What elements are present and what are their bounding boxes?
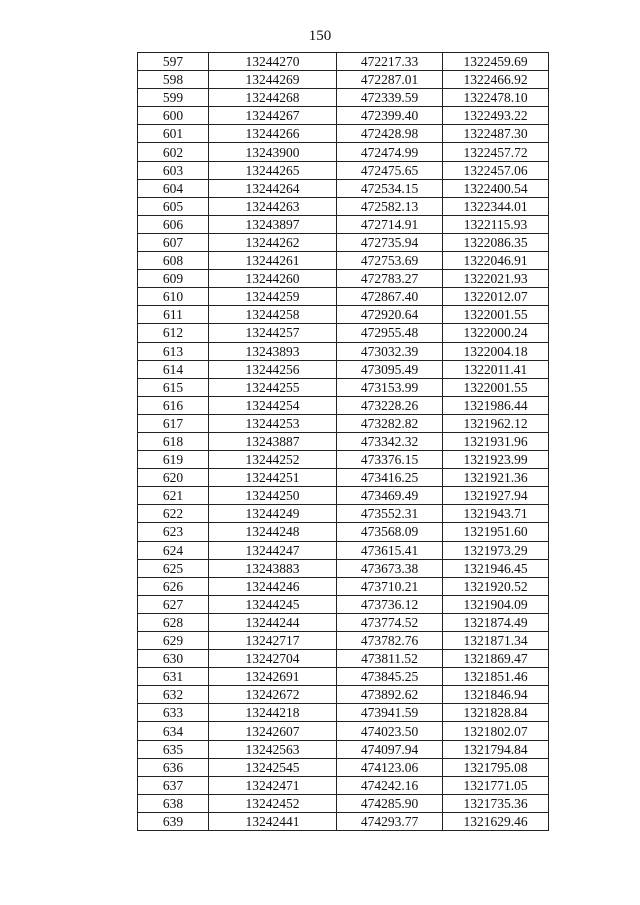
cadastral-id-cell: 13244253 bbox=[209, 414, 337, 432]
table-row bbox=[138, 451, 549, 469]
y-coordinate-cell: 1322012.07 bbox=[443, 288, 549, 306]
y-coordinate-cell: 1321828.84 bbox=[443, 704, 549, 722]
cadastral-id-cell: 13244270 bbox=[209, 53, 337, 71]
x-coordinate-cell: 473282.82 bbox=[337, 414, 443, 432]
table-row bbox=[138, 776, 549, 794]
cadastral-id-cell: 13244269 bbox=[209, 71, 337, 89]
cadastral-id-cell: 13242672 bbox=[209, 686, 337, 704]
x-coordinate-cell: 473774.52 bbox=[337, 613, 443, 631]
table-row bbox=[138, 758, 549, 776]
cadastral-id-cell: 13242704 bbox=[209, 650, 337, 668]
y-coordinate-cell: 1321869.47 bbox=[443, 650, 549, 668]
cadastral-id-cell: 13243883 bbox=[209, 559, 337, 577]
table-row bbox=[138, 378, 549, 396]
point-number-cell: 625 bbox=[138, 559, 209, 577]
y-coordinate-cell: 1321629.46 bbox=[443, 812, 549, 830]
point-number-cell: 630 bbox=[138, 650, 209, 668]
point-number-cell: 605 bbox=[138, 197, 209, 215]
table-row bbox=[138, 89, 549, 107]
y-coordinate-cell: 1321920.52 bbox=[443, 577, 549, 595]
table-row bbox=[138, 71, 549, 89]
cadastral-id-cell: 13244260 bbox=[209, 270, 337, 288]
cadastral-id-cell: 13242607 bbox=[209, 722, 337, 740]
table-row bbox=[138, 704, 549, 722]
x-coordinate-cell: 474293.77 bbox=[337, 812, 443, 830]
cadastral-id-cell: 13242452 bbox=[209, 794, 337, 812]
point-number-cell: 631 bbox=[138, 668, 209, 686]
x-coordinate-cell: 472474.99 bbox=[337, 143, 443, 161]
y-coordinate-cell: 1322487.30 bbox=[443, 125, 549, 143]
table-row bbox=[138, 125, 549, 143]
point-number-cell: 633 bbox=[138, 704, 209, 722]
cadastral-id-cell: 13244257 bbox=[209, 324, 337, 342]
table-row bbox=[138, 161, 549, 179]
x-coordinate-cell: 472339.59 bbox=[337, 89, 443, 107]
table-row bbox=[138, 233, 549, 251]
point-number-cell: 618 bbox=[138, 432, 209, 450]
cadastral-id-cell: 13244262 bbox=[209, 233, 337, 251]
x-coordinate-cell: 473736.12 bbox=[337, 595, 443, 613]
x-coordinate-cell: 473228.26 bbox=[337, 396, 443, 414]
cadastral-id-cell: 13243887 bbox=[209, 432, 337, 450]
table-row bbox=[138, 342, 549, 360]
y-coordinate-cell: 1321851.46 bbox=[443, 668, 549, 686]
table-row bbox=[138, 541, 549, 559]
y-coordinate-cell: 1321951.60 bbox=[443, 523, 549, 541]
y-coordinate-cell: 1321904.09 bbox=[443, 595, 549, 613]
y-coordinate-cell: 1322001.55 bbox=[443, 378, 549, 396]
y-coordinate-cell: 1321874.49 bbox=[443, 613, 549, 631]
x-coordinate-cell: 472783.27 bbox=[337, 270, 443, 288]
cadastral-id-cell: 13244248 bbox=[209, 523, 337, 541]
y-coordinate-cell: 1321921.36 bbox=[443, 469, 549, 487]
point-number-cell: 613 bbox=[138, 342, 209, 360]
x-coordinate-cell: 473342.32 bbox=[337, 432, 443, 450]
x-coordinate-cell: 472582.13 bbox=[337, 197, 443, 215]
cadastral-id-cell: 13244247 bbox=[209, 541, 337, 559]
x-coordinate-cell: 474285.90 bbox=[337, 794, 443, 812]
point-number-cell: 621 bbox=[138, 487, 209, 505]
table-row bbox=[138, 197, 549, 215]
table-row bbox=[138, 595, 549, 613]
x-coordinate-cell: 472867.40 bbox=[337, 288, 443, 306]
point-number-cell: 619 bbox=[138, 451, 209, 469]
point-number-cell: 636 bbox=[138, 758, 209, 776]
y-coordinate-cell: 1321962.12 bbox=[443, 414, 549, 432]
cadastral-id-cell: 13244256 bbox=[209, 360, 337, 378]
point-number-cell: 637 bbox=[138, 776, 209, 794]
y-coordinate-cell: 1322011.41 bbox=[443, 360, 549, 378]
cadastral-id-cell: 13243893 bbox=[209, 342, 337, 360]
table-row bbox=[138, 577, 549, 595]
table-row bbox=[138, 487, 549, 505]
point-number-cell: 627 bbox=[138, 595, 209, 613]
cadastral-id-cell: 13244218 bbox=[209, 704, 337, 722]
table-row bbox=[138, 53, 549, 71]
point-number-cell: 616 bbox=[138, 396, 209, 414]
y-coordinate-cell: 1321931.96 bbox=[443, 432, 549, 450]
y-coordinate-cell: 1322400.54 bbox=[443, 179, 549, 197]
point-number-cell: 620 bbox=[138, 469, 209, 487]
x-coordinate-cell: 473845.25 bbox=[337, 668, 443, 686]
x-coordinate-cell: 473673.38 bbox=[337, 559, 443, 577]
y-coordinate-cell: 1322001.55 bbox=[443, 306, 549, 324]
cadastral-id-cell: 13244264 bbox=[209, 179, 337, 197]
table-row bbox=[138, 740, 549, 758]
x-coordinate-cell: 473811.52 bbox=[337, 650, 443, 668]
x-coordinate-cell: 473892.62 bbox=[337, 686, 443, 704]
point-number-cell: 635 bbox=[138, 740, 209, 758]
cadastral-id-cell: 13244250 bbox=[209, 487, 337, 505]
cadastral-id-cell: 13244252 bbox=[209, 451, 337, 469]
point-number-cell: 638 bbox=[138, 794, 209, 812]
x-coordinate-cell: 473552.31 bbox=[337, 505, 443, 523]
point-number-cell: 622 bbox=[138, 505, 209, 523]
point-number-cell: 629 bbox=[138, 632, 209, 650]
cadastral-id-cell: 13242545 bbox=[209, 758, 337, 776]
y-coordinate-cell: 1321871.34 bbox=[443, 632, 549, 650]
y-coordinate-cell: 1322021.93 bbox=[443, 270, 549, 288]
y-coordinate-cell: 1321735.36 bbox=[443, 794, 549, 812]
point-number-cell: 607 bbox=[138, 233, 209, 251]
point-number-cell: 603 bbox=[138, 161, 209, 179]
table-row bbox=[138, 306, 549, 324]
table-row bbox=[138, 794, 549, 812]
x-coordinate-cell: 474242.16 bbox=[337, 776, 443, 794]
point-number-cell: 598 bbox=[138, 71, 209, 89]
cadastral-id-cell: 13244258 bbox=[209, 306, 337, 324]
table-row bbox=[138, 469, 549, 487]
table-row bbox=[138, 632, 549, 650]
point-number-cell: 608 bbox=[138, 252, 209, 270]
y-coordinate-cell: 1321946.45 bbox=[443, 559, 549, 577]
x-coordinate-cell: 473782.76 bbox=[337, 632, 443, 650]
point-number-cell: 617 bbox=[138, 414, 209, 432]
x-coordinate-cell: 473568.09 bbox=[337, 523, 443, 541]
cadastral-id-cell: 13244249 bbox=[209, 505, 337, 523]
point-number-cell: 602 bbox=[138, 143, 209, 161]
point-number-cell: 604 bbox=[138, 179, 209, 197]
x-coordinate-cell: 472714.91 bbox=[337, 215, 443, 233]
x-coordinate-cell: 473376.15 bbox=[337, 451, 443, 469]
point-number-cell: 626 bbox=[138, 577, 209, 595]
table-row bbox=[138, 686, 549, 704]
y-coordinate-cell: 1322086.35 bbox=[443, 233, 549, 251]
table-row bbox=[138, 432, 549, 450]
table-row bbox=[138, 143, 549, 161]
cadastral-id-cell: 13244261 bbox=[209, 252, 337, 270]
cadastral-id-cell: 13244254 bbox=[209, 396, 337, 414]
y-coordinate-cell: 1322466.92 bbox=[443, 71, 549, 89]
point-number-cell: 597 bbox=[138, 53, 209, 71]
table-row bbox=[138, 324, 549, 342]
point-number-cell: 599 bbox=[138, 89, 209, 107]
cadastral-id-cell: 13244265 bbox=[209, 161, 337, 179]
table-row bbox=[138, 179, 549, 197]
table-row bbox=[138, 505, 549, 523]
point-number-cell: 601 bbox=[138, 125, 209, 143]
point-number-cell: 600 bbox=[138, 107, 209, 125]
cadastral-id-cell: 13242691 bbox=[209, 668, 337, 686]
x-coordinate-cell: 472399.40 bbox=[337, 107, 443, 125]
x-coordinate-cell: 472955.48 bbox=[337, 324, 443, 342]
table-row bbox=[138, 252, 549, 270]
y-coordinate-cell: 1322000.24 bbox=[443, 324, 549, 342]
y-coordinate-cell: 1322344.01 bbox=[443, 197, 549, 215]
x-coordinate-cell: 472287.01 bbox=[337, 71, 443, 89]
cadastral-id-cell: 13244245 bbox=[209, 595, 337, 613]
x-coordinate-cell: 473032.39 bbox=[337, 342, 443, 360]
cadastral-id-cell: 13244246 bbox=[209, 577, 337, 595]
x-coordinate-cell: 473941.59 bbox=[337, 704, 443, 722]
table-row bbox=[138, 559, 549, 577]
point-number-cell: 612 bbox=[138, 324, 209, 342]
y-coordinate-cell: 1321973.29 bbox=[443, 541, 549, 559]
point-number-cell: 611 bbox=[138, 306, 209, 324]
point-number-cell: 639 bbox=[138, 812, 209, 830]
y-coordinate-cell: 1322478.10 bbox=[443, 89, 549, 107]
y-coordinate-cell: 1322493.22 bbox=[443, 107, 549, 125]
cadastral-id-cell: 13243897 bbox=[209, 215, 337, 233]
coordinate-table-body bbox=[138, 53, 549, 831]
x-coordinate-cell: 472217.33 bbox=[337, 53, 443, 71]
table-row bbox=[138, 215, 549, 233]
table-row bbox=[138, 650, 549, 668]
x-coordinate-cell: 474123.06 bbox=[337, 758, 443, 776]
cadastral-id-cell: 13242441 bbox=[209, 812, 337, 830]
y-coordinate-cell: 1322115.93 bbox=[443, 215, 549, 233]
table-row bbox=[138, 396, 549, 414]
x-coordinate-cell: 473153.99 bbox=[337, 378, 443, 396]
point-number-cell: 606 bbox=[138, 215, 209, 233]
x-coordinate-cell: 473710.21 bbox=[337, 577, 443, 595]
y-coordinate-cell: 1321795.08 bbox=[443, 758, 549, 776]
y-coordinate-cell: 1322459.69 bbox=[443, 53, 549, 71]
y-coordinate-cell: 1322457.06 bbox=[443, 161, 549, 179]
table-row bbox=[138, 360, 549, 378]
table-row bbox=[138, 613, 549, 631]
table-row bbox=[138, 523, 549, 541]
point-number-cell: 623 bbox=[138, 523, 209, 541]
y-coordinate-cell: 1322004.18 bbox=[443, 342, 549, 360]
x-coordinate-cell: 472475.65 bbox=[337, 161, 443, 179]
x-coordinate-cell: 472920.64 bbox=[337, 306, 443, 324]
cadastral-id-cell: 13242717 bbox=[209, 632, 337, 650]
table-row bbox=[138, 107, 549, 125]
x-coordinate-cell: 473095.49 bbox=[337, 360, 443, 378]
cadastral-id-cell: 13244259 bbox=[209, 288, 337, 306]
y-coordinate-cell: 1321846.94 bbox=[443, 686, 549, 704]
table-row bbox=[138, 288, 549, 306]
y-coordinate-cell: 1321794.84 bbox=[443, 740, 549, 758]
x-coordinate-cell: 473416.25 bbox=[337, 469, 443, 487]
cadastral-id-cell: 13244263 bbox=[209, 197, 337, 215]
cadastral-id-cell: 13244266 bbox=[209, 125, 337, 143]
cadastral-id-cell: 13243900 bbox=[209, 143, 337, 161]
y-coordinate-cell: 1322046.91 bbox=[443, 252, 549, 270]
cadastral-id-cell: 13244268 bbox=[209, 89, 337, 107]
point-number-cell: 624 bbox=[138, 541, 209, 559]
x-coordinate-cell: 473615.41 bbox=[337, 541, 443, 559]
table-row bbox=[138, 414, 549, 432]
table-row bbox=[138, 668, 549, 686]
point-number-cell: 632 bbox=[138, 686, 209, 704]
table-row bbox=[138, 722, 549, 740]
table-row bbox=[138, 812, 549, 830]
point-number-cell: 628 bbox=[138, 613, 209, 631]
y-coordinate-cell: 1321802.07 bbox=[443, 722, 549, 740]
y-coordinate-cell: 1322457.72 bbox=[443, 143, 549, 161]
x-coordinate-cell: 472753.69 bbox=[337, 252, 443, 270]
point-number-cell: 614 bbox=[138, 360, 209, 378]
point-number-cell: 610 bbox=[138, 288, 209, 306]
table-row bbox=[138, 270, 549, 288]
y-coordinate-cell: 1321927.94 bbox=[443, 487, 549, 505]
x-coordinate-cell: 472534.15 bbox=[337, 179, 443, 197]
cadastral-id-cell: 13242563 bbox=[209, 740, 337, 758]
point-number-cell: 615 bbox=[138, 378, 209, 396]
x-coordinate-cell: 474023.50 bbox=[337, 722, 443, 740]
point-number-cell: 634 bbox=[138, 722, 209, 740]
cadastral-id-cell: 13244267 bbox=[209, 107, 337, 125]
cadastral-id-cell: 13244244 bbox=[209, 613, 337, 631]
y-coordinate-cell: 1321986.44 bbox=[443, 396, 549, 414]
x-coordinate-cell: 474097.94 bbox=[337, 740, 443, 758]
cadastral-id-cell: 13242471 bbox=[209, 776, 337, 794]
cadastral-id-cell: 13244255 bbox=[209, 378, 337, 396]
cadastral-id-cell: 13244251 bbox=[209, 469, 337, 487]
coordinate-table bbox=[137, 52, 549, 831]
y-coordinate-cell: 1321943.71 bbox=[443, 505, 549, 523]
page-number: 150 bbox=[308, 28, 332, 44]
x-coordinate-cell: 472735.94 bbox=[337, 233, 443, 251]
point-number-cell: 609 bbox=[138, 270, 209, 288]
y-coordinate-cell: 1321771.05 bbox=[443, 776, 549, 794]
y-coordinate-cell: 1321923.99 bbox=[443, 451, 549, 469]
x-coordinate-cell: 472428.98 bbox=[337, 125, 443, 143]
x-coordinate-cell: 473469.49 bbox=[337, 487, 443, 505]
